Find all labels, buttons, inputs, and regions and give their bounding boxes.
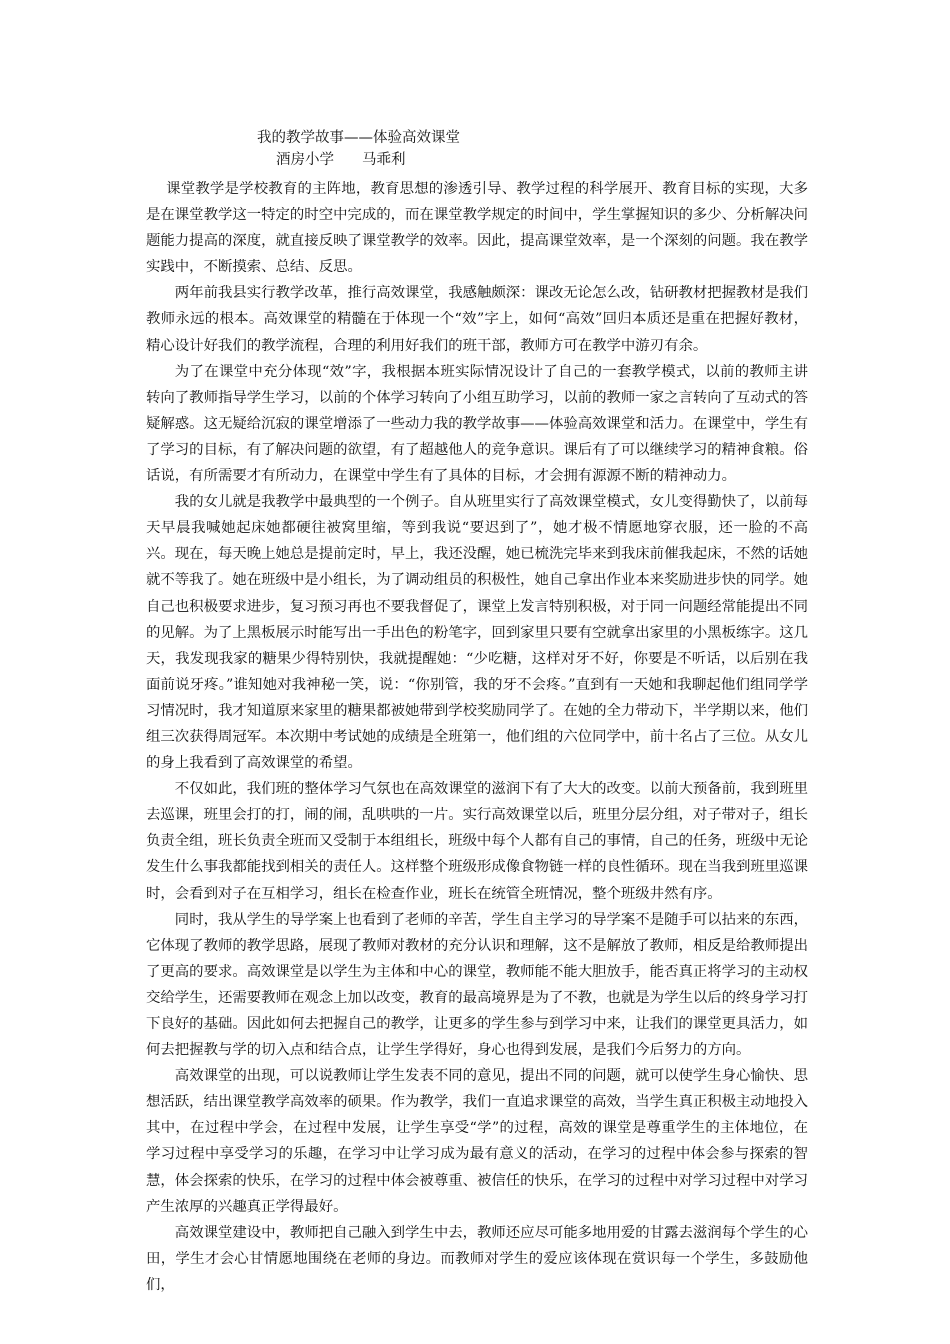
document-title: 我的教学故事——体验高效课堂 xyxy=(257,130,460,146)
paragraph: 高效课堂的出现，可以说教师让学生发表不同的意见，提出不同的问题，就可以使学生身心愉快、思想活跃，结出课堂教学高效率的硕果。作为教学，我们一直追求课堂的高效，当学生真正积极主动地投入其中，在过程中学会，在过程中发展，让学生享受“学”的过程，高效的课堂是尊重学生的主体地位，在学习过程中享受学习的乐趣，在学习中让学习成为最有意义的活动，在学习的过程中体会参与探索的智慧，体会探索的快乐，在学习的过程中体会被尊重、被信任的快乐，在学习的过程中对学习过程中对学习产生浓厚的兴趣真正学得最好。 xyxy=(146,1068,808,1215)
school-name: 酒房小学 xyxy=(276,152,334,168)
byline xyxy=(276,150,406,170)
document-body xyxy=(146,176,808,1298)
paragraph: 课堂教学是学校教育的主阵地，教育思想的渗透引导、教学过程的科学展开、教育目标的实现，大多是在课堂教学这一特定的时空中完成的，而在课堂教学规定的时间中，学生掌握知识的多少、分析解决问题能力提高的深度，就直接反映了课堂教学的效率。因此，提高课堂效率，是一个深刻的问题。我在教学实践中，不断摸索、总结、反思。 xyxy=(146,181,808,276)
author-name: 马乖利 xyxy=(362,152,406,168)
paragraph: 两年前我县实行教学改革，推行高效课堂，我感触颇深：课改无论怎么改，钻研教材把握教材是我们教师永远的根本。高效课堂的精髓在于体现一个“效”字上，如何“高效”回归本质还是重在把握好教材，精心设计好我们的教学流程，合理的利用好我们的班干部，教师方可在教学中游刃有余。 xyxy=(146,285,808,354)
paragraph: 高效课堂建设中，教师把自己融入到学生中去，教师还应尽可能多地用爱的甘露去滋润每个学生的心田，学生才会心甘情愿地围绕在老师的身边。而教师对学生的爱应该体现在赏识每一个学生，多鼓励他们， xyxy=(146,1224,808,1293)
paragraph: 同时，我从学生的导学案上也看到了老师的辛苦，学生自主学习的导学案不是随手可以拈来的东西，它体现了教师的教学思路，展现了教师对教材的充分认识和理解，这不是解放了教师，相反是给教师提出了更高的要求。高效课堂是以学生为主体和中心的课堂，教师能不能大胆放手，能否真正将学习的主动权交给学生，还需要教师在观念上加以改变，教育的最高境界是为了不教，也就是为学生以后的终身学习打下良好的基础。因此如何去把握自己的教学，让更多的学生参与到学习中来，让我们的课堂更具活力，如何去把握教与学的切入点和结合点，让学生学得好，身心也得到发展，是我们今后努力的方向。 xyxy=(146,911,808,1059)
paragraph: 不仅如此，我们班的整体学习气氛也在高效课堂的滋润下有了大大的改变。以前大预备前，我到班里去巡课，班里会打的打，闹的闹，乱哄哄的一片。实行高效课堂以后，班里分层分组，对子带对子，组长负责全组，班长负责全班而又受制于本组组长，班级中每个人都有自己的事情，自己的任务，班级中无论发生什么事我都能找到相关的责任人。这样整个班级形成像食物链一样的良性循环。现在当我到班里巡课时，会看到对子在互相学习，组长在检查作业，班长在统管全班情况，整个班级井然有序。 xyxy=(146,781,808,902)
paragraph: 我的女儿就是我教学中最典型的一个例子。自从班里实行了高效课堂模式，女儿变得勤快了，以前每天早晨我喊她起床她都硬往被窝里缩，等到我说“要迟到了”，她才极不情愿地穿衣服，还一脸的不高兴。现在，每天晚上她总是提前定时，早上，我还没醒，她已梳洗完毕来到我床前催我起床，不然的话她就不等我了。她在班级中是小组长，为了调动组员的积极性，她自己拿出作业本来奖励进步快的同学。她自己也积极要求进步，复习预习再也不要我督促了，课堂上发言特别积极，对于同一问题经常能提出不同的见解。为了上黑板展示时能写出一手出色的粉笔字，回到家里只要有空就拿出家里的小黑板练字。这几天，我发现我家的糖果少得特别快，我就提醒她：“少吃糖，这样对牙不好，你要是不听话，以后别在我面前说牙疼。”谁知她对我神秘一笑，说：“你别管，我的牙不会疼。”直到有一天她和我聊起他们组同学学习情况时，我才知道原来家里的糖果都被她带到学校奖励同学了。在她的全力带动下，半学期以来，他们组三次获得周冠军。本次期中考试她的成绩是全班第一，他们组的六位同学中，前十名占了三位。从女儿的身上我看到了高效课堂的希望。 xyxy=(146,494,808,772)
paragraph: 为了在课堂中充分体现“效”字，我根据本班实际情况设计了自己的一套教学模式，以前的教师主讲转向了教师指导学生学习，以前的个体学习转向了小组互助学习，以前的教师一家之言转向了互动式的答疑解惑。这无疑给沉寂的课堂增添了一些动力我的教学故事——体验高效课堂和活力。在课堂中，学生有了学习的目标，有了解决问题的欲望，有了超越他人的竞争意识。课后有了可以继续学习的精神食粮。俗话说，有所需要才有所动力，在课堂中学生有了具体的目标，才会拥有源源不断的精神动力。 xyxy=(146,363,808,485)
